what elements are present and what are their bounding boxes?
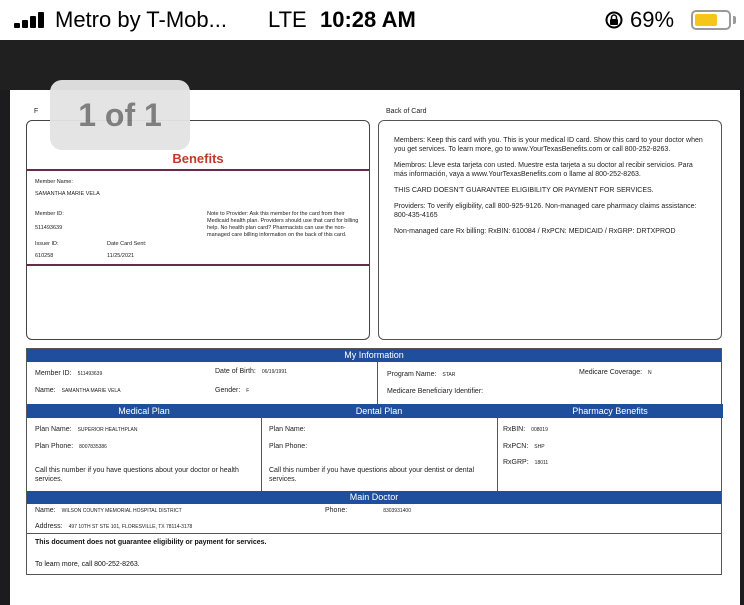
front-of-card-label: F [34,108,39,115]
date-sent-label: Date Card Sent: [107,241,147,247]
doctor-phone: Phone: 8303931400 [325,507,411,514]
medical-plan-phone: Plan Phone: 8007835386 [35,443,107,450]
back-guarantee-text: THIS CARD DOESN'T GUARANTEE ELIGIBILITY OR PAYMENT FOR SERVICES. [394,187,654,194]
medical-plan-name: Plan Name: SUPERIOR HEALTHPLAN [35,426,138,433]
member-name-value: SAMANTHA MARIE VELA [35,191,100,197]
pharmacy-benefits-header: Pharmacy Benefits [497,404,723,418]
carrier-name: Metro by T-Mob... [55,7,227,32]
back-of-card-label: Back of Card [386,108,427,115]
eligibility-disclaimer: This document does not guarantee eligibility or payment for services. [35,539,267,546]
info-program: Program Name: STAR [387,371,456,378]
pharmacy-rxgrp: RxGRP: 18011 [503,459,549,466]
back-members-text: Members: Keep this card with you. This is your medical ID card. Show this card to your doctor when you get services. To learn more, go to www.YourTexasBenefits.com or call 800-252-8263. [394,137,703,153]
learn-more-text: To learn more, call 800-252-8263. [35,561,140,568]
back-rx-billing-text: Non-managed care Rx billing: RxBIN: 610084 / RxPCN: MEDICAID / RxGRP: DRTXPROD [394,228,676,235]
issuer-id-label: Issuer ID: [35,241,59,247]
info-medicare-beneficiary: Medicare Beneficiary Identifier: [387,388,484,395]
back-miembros-text: Miembros: Lleve esta tarjeta con usted. Muestre esta tarjeta a su doctor al recibir servicios. Para más información, vaya a www.YourTexasBenefits.com o llame al 800-252-8263. [394,162,693,178]
dental-plan-note: Call this number if you have questions about your dentist or dental services. [269,467,475,483]
main-doctor-header: Main Doctor [27,491,721,504]
dental-plan-header: Dental Plan [261,404,497,418]
card-front [26,120,370,340]
info-medicare-coverage: Medicare Coverage: N [579,369,652,376]
my-information-header: My Information [27,349,721,362]
battery-percent: 69% [630,7,675,32]
dental-plan-name: Plan Name: [269,426,306,433]
orientation-lock-icon [604,10,624,30]
divider [377,362,378,404]
document-page[interactable] [10,90,740,605]
information-table [26,348,722,575]
battery-tip [733,16,736,24]
divider [27,533,721,534]
card-top-rule [27,169,369,171]
battery-icon [691,10,731,30]
medical-plan-header: Medical Plan [27,404,261,418]
divider [497,418,498,491]
page-indicator: 1 of 1 [50,80,190,150]
member-id-value: 511493639 [35,225,63,231]
info-member-id: Member ID: 511493639 [35,370,103,377]
status-bar [0,0,744,40]
member-name-label: Member Name: [35,179,73,185]
status-time: 10:28 AM [320,7,416,32]
info-name: Name: SAMANTHA MARIE VELA [35,387,121,394]
signal-icon [14,12,46,28]
info-gender: Gender: F [215,387,250,394]
doctor-name: Name: WILSON COUNTY MEMORIAL HOSPITAL DISTRICT [35,507,182,514]
card-bottom-rule [27,264,369,266]
info-dob: Date of Birth: 06/19/1991 [215,368,287,375]
pharmacy-rxpcn: RxPCN: SHP [503,443,545,450]
member-id-label: Member ID: [35,211,64,217]
medical-plan-note: Call this number if you have questions about your doctor or health services. [35,467,239,483]
provider-note: Note to Provider: Ask this member for the card from their Medicaid health plan. Providers should use that card for billing help. No health plan card? Pharmacists can use the non-managed care billing information on the back of this card. [207,211,359,238]
pharmacy-rxbin: RxBIN: 008019 [503,426,548,433]
issuer-id-value: 610258 [35,253,54,259]
card-title: Benefits [172,151,224,166]
dental-plan-phone: Plan Phone: [269,443,308,450]
card-back [378,120,722,340]
network-type: LTE [268,7,307,32]
back-providers-text: Providers: To verify eligibility, call 800-925-9126. Non-managed care pharmacy claims assistance: 800-435-4165 [394,203,697,219]
date-sent-value: 11/25/2021 [107,253,135,259]
divider [261,418,262,491]
doctor-address: Address: 497 10TH ST STE 101, FLORESVILLE, TX 78114-3178 [35,523,193,530]
